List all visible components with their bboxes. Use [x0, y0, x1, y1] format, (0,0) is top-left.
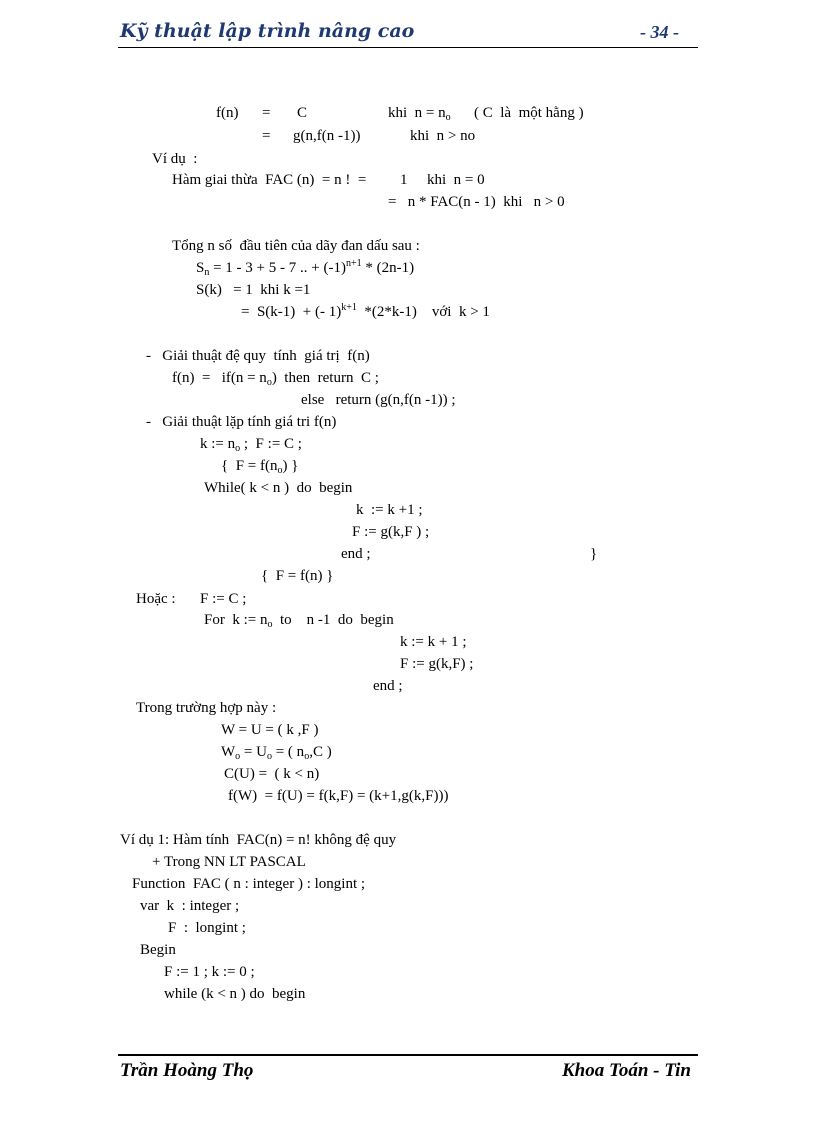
example-label: Ví dụ :	[152, 151, 198, 167]
pascal-function: Function FAC ( n : integer ) : longint ;	[132, 876, 366, 892]
footer-author: Trần Hoàng Thọ	[120, 1060, 254, 1081]
iter-end: end ;	[341, 546, 371, 562]
pascal-var-k: var k : integer ;	[140, 898, 240, 914]
iter-k: k := k +1 ;	[356, 502, 423, 518]
fac-line2: = n * FAC(n - 1) khi n > 0	[388, 194, 565, 210]
pascal-var-f: F : longint ;	[168, 920, 246, 936]
fac-cond: khi n = 0	[427, 172, 485, 188]
case-fw: f(W) = f(U) = f(k,F) = (k+1,g(k,F)))	[228, 788, 449, 804]
def-cond1: khi $n = n_o$	[388, 105, 451, 123]
sum-sk1: S(k) = 1 khi k =1	[196, 282, 311, 298]
iterative-title: - Giải thuật lặp tính giá tri f(n)	[146, 414, 337, 430]
page-number: - 34 -	[640, 22, 679, 42]
example1-subtitle: + Trong NN LT PASCAL	[152, 854, 306, 870]
for-f: F := g(k,F) ;	[400, 656, 474, 672]
footer-divider	[118, 1054, 698, 1056]
def-fn: f(n)	[216, 105, 239, 121]
recursive-title: - Giải thuật đệ quy tính giá trị f(n)	[146, 348, 370, 364]
def-c: C	[297, 105, 308, 121]
header-title: Kỹ thuật lập trình nâng cao	[120, 20, 415, 42]
iter-comment2: { F = f(n) }	[261, 568, 334, 584]
sum-intro: Tổng n số đầu tiên của dãy đan dấu sau :	[172, 238, 420, 254]
or-init: F := C ;	[200, 591, 247, 607]
sum-sk2: = S(k-1) + (- 1)$^{k+1}$ *(2*k-1) với k > 1	[241, 302, 490, 320]
case-cu: C(U) = ( k < n)	[224, 766, 320, 782]
pascal-begin: Begin	[140, 942, 176, 958]
pascal-while: while (k < n ) do begin	[164, 986, 306, 1002]
iter-while: While( k < n ) do begin	[204, 480, 353, 496]
case-w: W = U = ( k ,F )	[221, 722, 319, 738]
iter-init: k := $n_o$ ; F := C ;	[200, 436, 302, 454]
iter-brace: }	[590, 546, 598, 562]
def2-cond: khi n > no	[410, 128, 476, 144]
sum-sn: $S_n = 1 - 3 + 5 - 7$ .. + $(-1)^{n+1} * (2n-1)$	[196, 258, 415, 278]
fac-one: 1	[400, 172, 408, 188]
case-title: Trong trường hợp này :	[136, 700, 277, 716]
example1-title: Ví dụ 1: Hàm tính FAC(n) = n! không đệ quy	[120, 832, 397, 848]
or-label: Hoặc :	[136, 591, 176, 607]
for-end: end ;	[373, 678, 403, 694]
def-eq: =	[262, 105, 271, 121]
def2-eq: =	[262, 128, 271, 144]
iter-comment1: { $F = f(n_o)$ }	[221, 458, 299, 476]
pascal-init: F := 1 ; k := 0 ;	[164, 964, 255, 980]
case-wo: $W_o = U_o$ = ( $n_o,C$ )	[221, 744, 332, 762]
iter-f: F := g(k,F ) ;	[352, 524, 430, 540]
for-line: For k := $n_o$ to n -1 do begin	[204, 612, 394, 630]
for-k: k := k + 1 ;	[400, 634, 467, 650]
def-note: ( C là một hằng )	[474, 105, 584, 121]
footer-department: Khoa Toán - Tin	[562, 1060, 691, 1081]
recursive-line2: else return (g(n,f(n -1)) ;	[301, 392, 456, 408]
header-divider	[118, 47, 698, 48]
recursive-line1: $f(n) = if(n = n_o)$ then return C ;	[172, 370, 379, 388]
def2-g: g(n,f(n -1))	[293, 128, 361, 144]
fac-line1: Hàm giai thừa FAC (n) = n ! =	[172, 172, 367, 188]
